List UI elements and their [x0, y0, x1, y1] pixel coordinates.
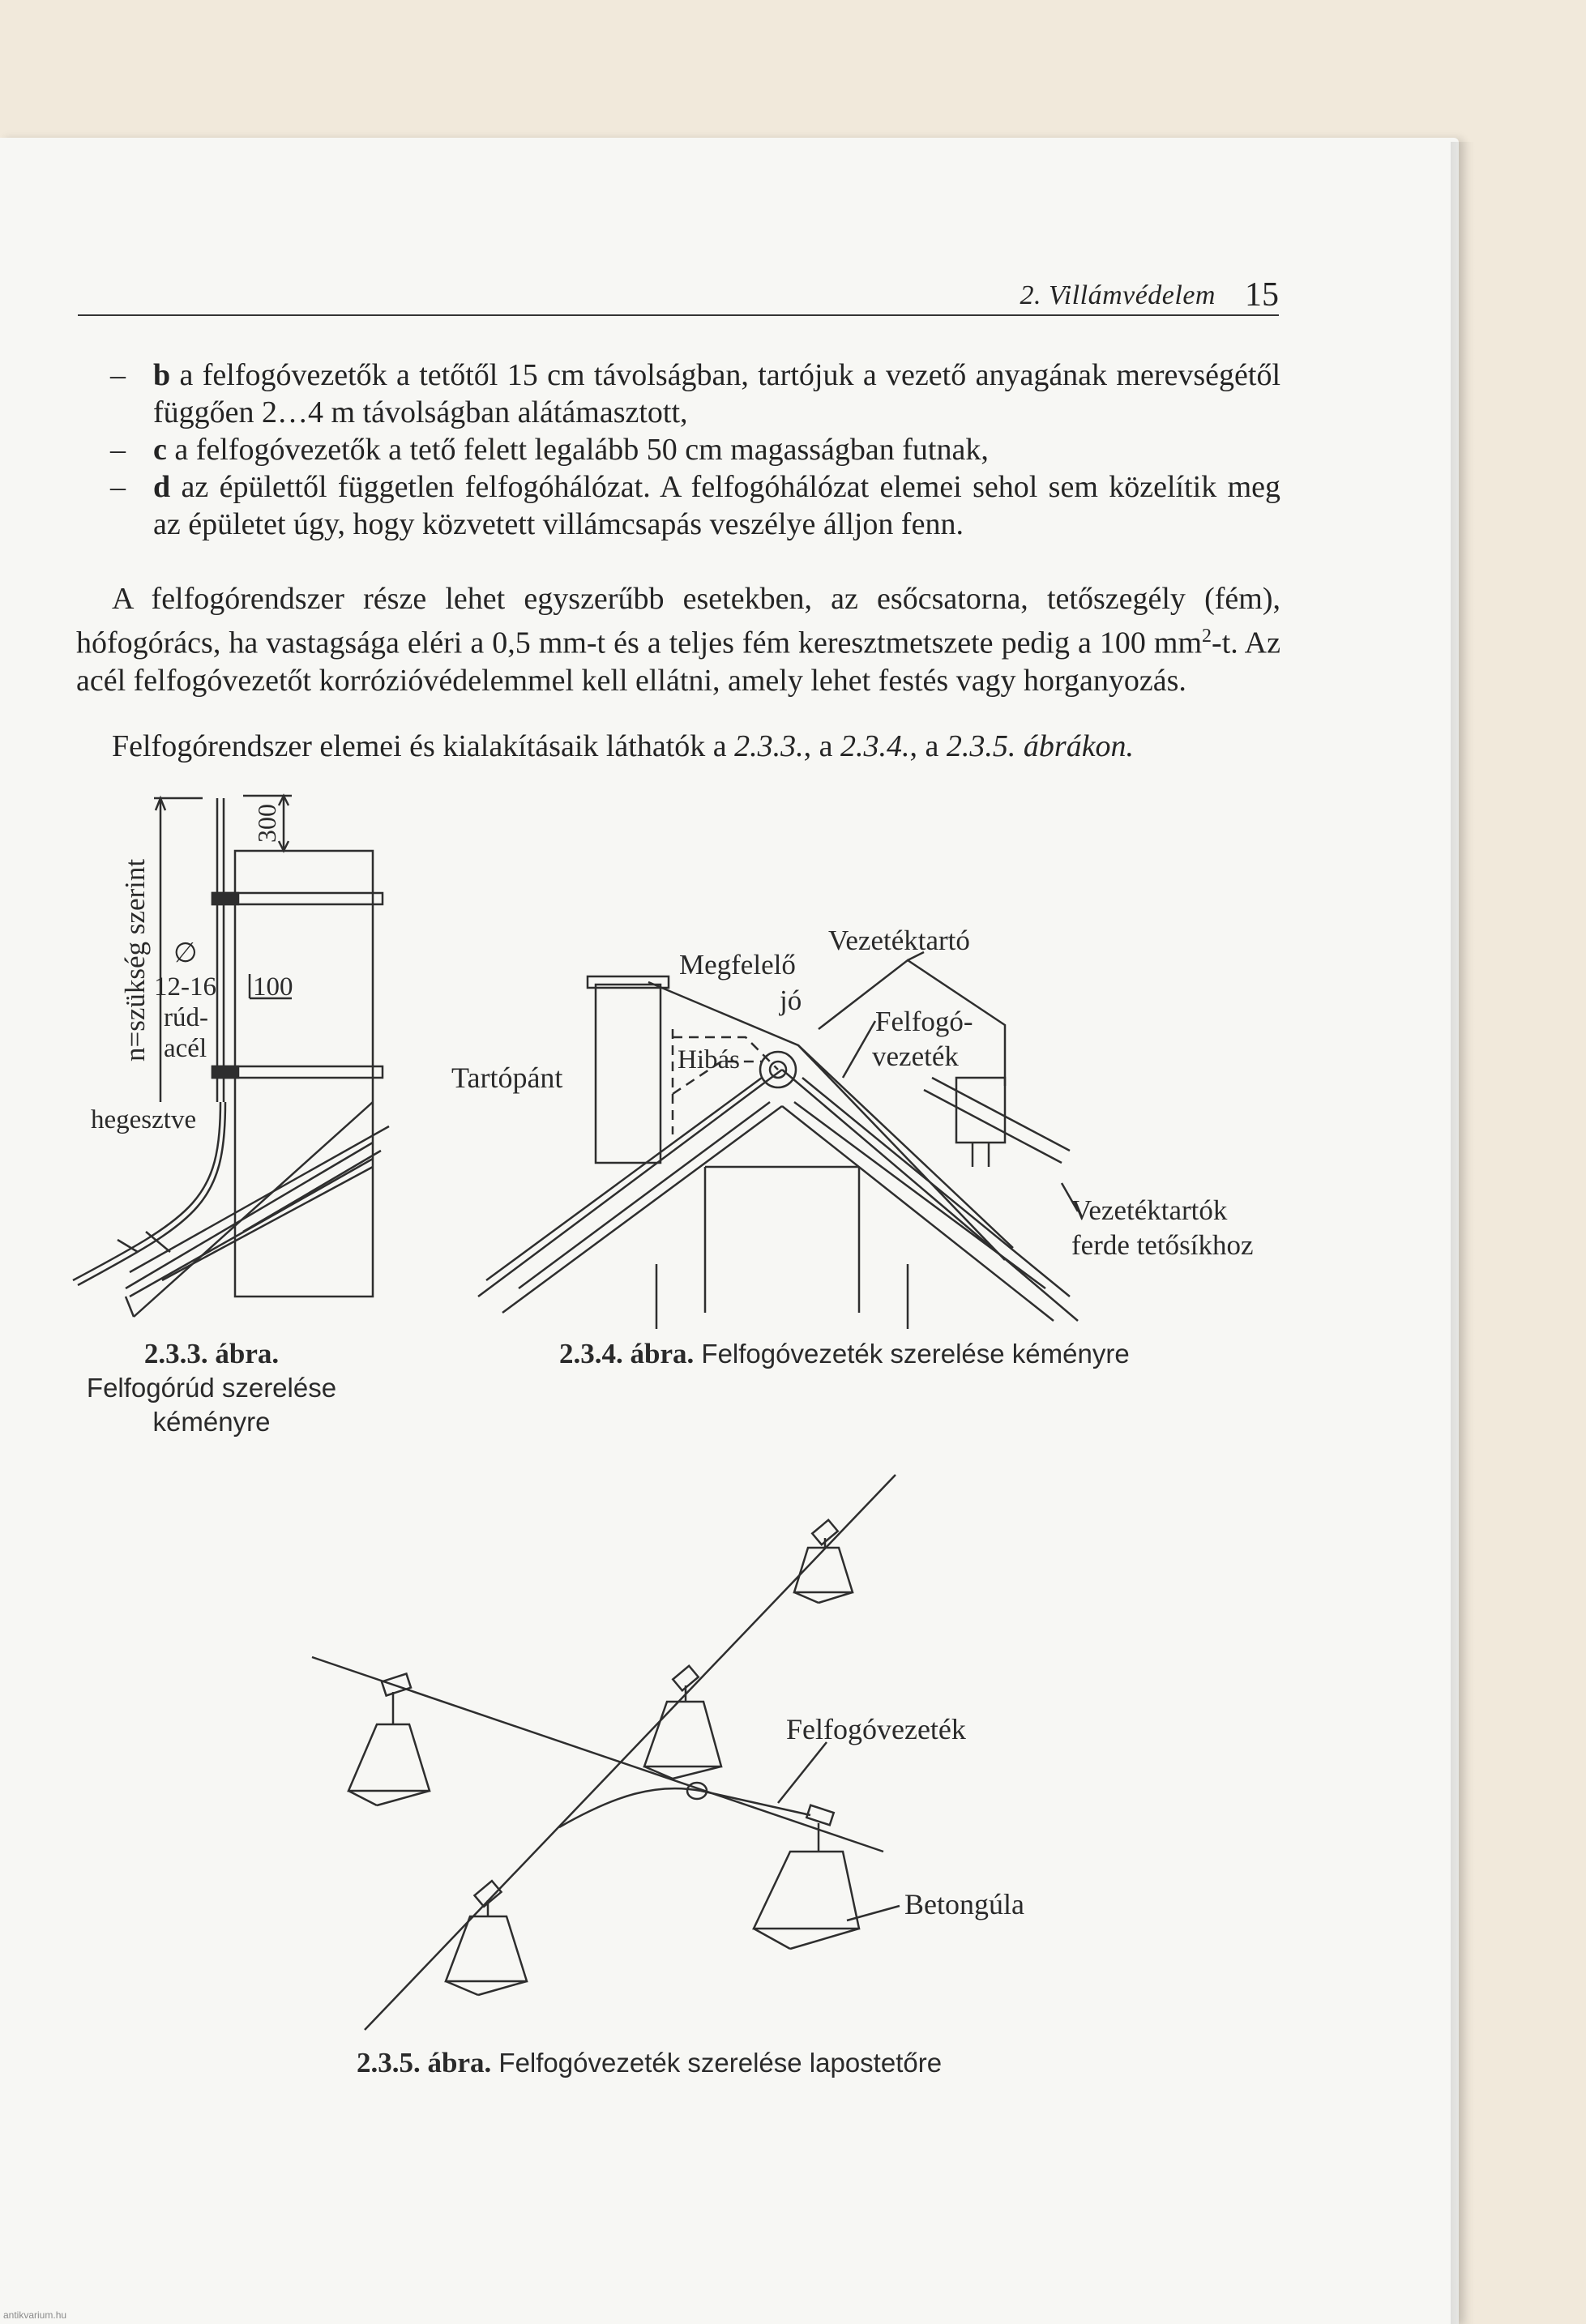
label-conductor: Felfogóvezeték	[786, 1713, 966, 1745]
label-diameter: ∅	[173, 938, 198, 968]
label-pyramid: Betongúla	[904, 1888, 1024, 1920]
list-text: a felfogóvezetők a tetőtől 15 cm távolságban, tartójuk a vezető anyagának merevségétől függően 2…4 m távolságban alátámasztott,	[153, 358, 1280, 429]
label-conductor-support: Vezetéktartó	[828, 925, 970, 956]
label-good-2: jó	[780, 985, 802, 1016]
label-conductor-2: vezeték	[872, 1040, 959, 1072]
caption-number: 2.3.3. ábra.	[143, 1338, 280, 1369]
list-dash: –	[110, 470, 126, 504]
caption-number: 2.3.4. ábra.	[559, 1338, 695, 1369]
label-conductor-1: Felfogó-	[875, 1006, 973, 1037]
list-letter: c	[153, 433, 167, 467]
label-100: 100	[253, 972, 293, 1002]
label-vertical-dimension: n=szükség szerint	[119, 858, 151, 1062]
label-material-2: acél	[164, 1034, 207, 1063]
label-300: 300	[252, 804, 281, 843]
caption-figure-235	[357, 2046, 1086, 2080]
caption-text: Felfogórúd szerelése kéményre	[86, 1373, 337, 1437]
figure-ref: 2.3.5. ábrákon.	[946, 729, 1135, 763]
caption-text: Felfogóvezeték szerelése lapostetőre	[498, 2048, 943, 2078]
list-dash: –	[110, 358, 126, 392]
caption-figure-234	[559, 1337, 1175, 1371]
figure-ref: 2.3.4.	[840, 729, 910, 763]
label-good-1: Megfelelő	[679, 949, 796, 980]
paragraph-text: A felfogórendszer része lehet egyszerűbb esetekben, az esőcsatorna, tetőszegély (fém), hófogórács, ha vastagsága eléri a 0,5 mm-t és a teljes fém keresztmetszete pedig a 100 mm	[76, 582, 1280, 660]
list-letter: d	[153, 470, 171, 504]
label-bad: Hibás	[678, 1045, 740, 1074]
label-size: 12-16	[154, 972, 216, 1002]
label-welded: hegesztve	[91, 1105, 197, 1134]
page-number: 15	[1245, 276, 1279, 314]
list-text: az épülettől független felfogóhálózat. A felfogóhálózat elemei sehol sem közelítik meg az épületet úgy, hogy közvetett villámcsapás veszélye álljon fenn.	[153, 470, 1280, 541]
paragraph-text: , a	[803, 729, 841, 763]
caption-text: Felfogóvezeték szerelése kéményre	[701, 1339, 1130, 1369]
figure-ref: 2.3.3.	[734, 729, 804, 763]
figure-235-drawing	[312, 1475, 900, 2030]
list-text: a felfogóvezetők a tető felett legalább 50 cm magasságban futnak,	[166, 433, 989, 467]
watermark: antikvarium.hu	[3, 2309, 67, 2321]
figure-234-drawing	[478, 952, 1078, 1329]
superscript: 2	[1202, 626, 1212, 647]
paragraph-text: Felfogórendszer elemei és kialakításaik láthatók a	[112, 729, 735, 763]
list-letter: b	[153, 358, 171, 392]
caption-figure-233	[78, 1337, 345, 1439]
label-supports-2: ferde tetősíkhoz	[1071, 1229, 1254, 1261]
label-material-1: rúd-	[164, 1003, 208, 1032]
label-clamp: Tartópánt	[451, 1062, 563, 1094]
caption-number: 2.3.5. ábra.	[357, 2047, 492, 2078]
label-supports-1: Vezetéktartók	[1071, 1194, 1228, 1226]
section-title: 2. Villámvédelem	[1020, 280, 1216, 310]
paragraph-text: -t. Az acél felfogóvezetőt korrózióvédelemmel kell ellátni, amely lehet festés vagy horganyozás.	[76, 626, 1280, 698]
paragraph-text: , a	[909, 729, 947, 763]
list-dash: –	[110, 433, 126, 467]
